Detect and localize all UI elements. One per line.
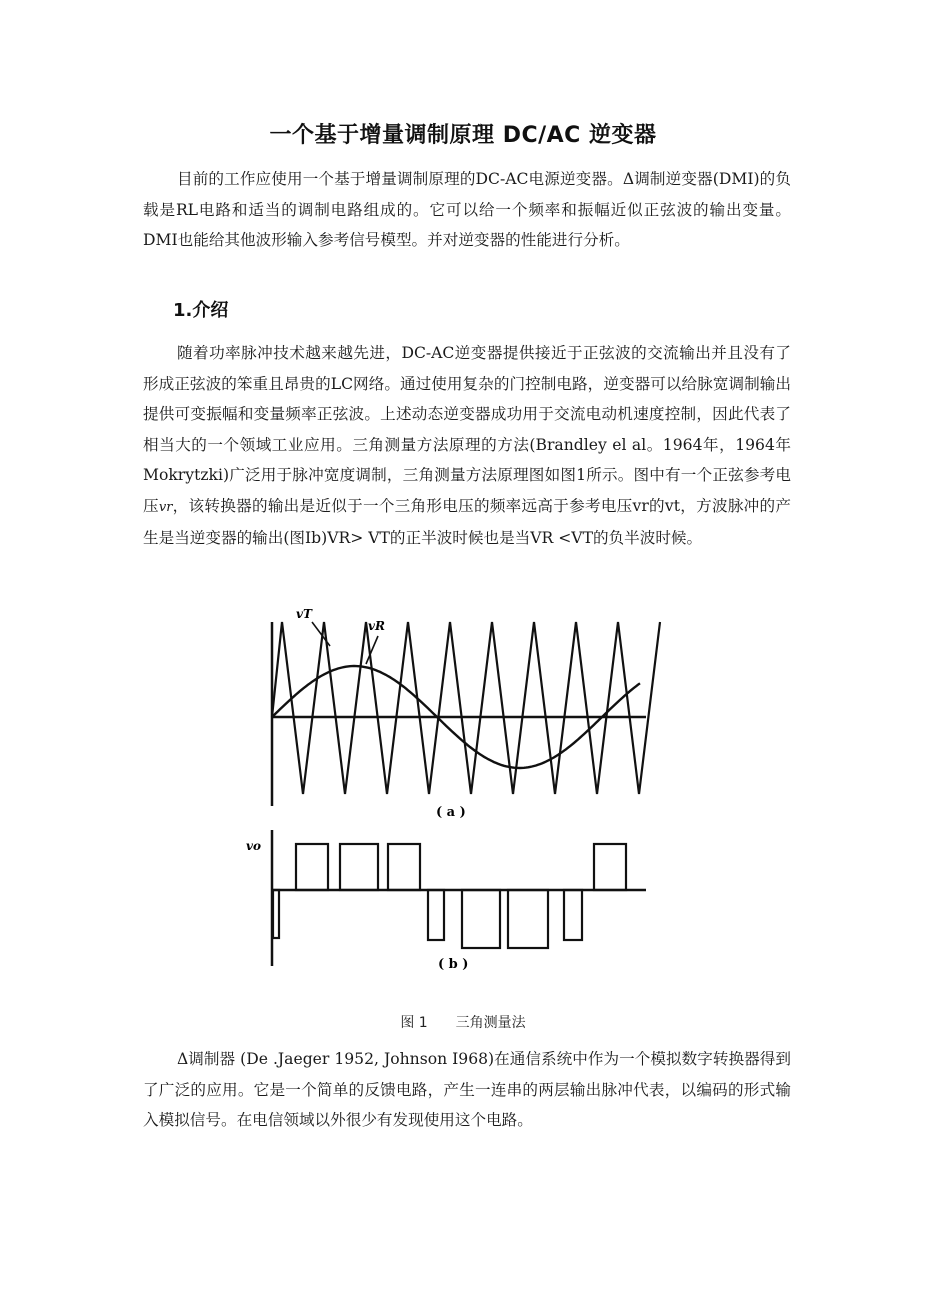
paragraph-introduction-text-2: ，该转换器的输出是近似于一个三角形电压的频率远高于参考电压vr的vt，方波脉冲的产生是当逆变器的输出(图Ib)VR> VT的正半波时候也是当VR <VT的负半波时候。 [143, 496, 791, 547]
pwm-pulses [273, 844, 626, 948]
document-title: 一个基于增量调制原理 DC/AC 逆变器 [269, 123, 657, 148]
paragraph-delta-modulator: Δ调制器 (De .Jaeger 1952, Johnson I968)在通信系统中作为一个模拟数字转换器得到了广泛的应用。它是一个简单的反馈电路，产生一连串的两层输出脉冲代表，以编码的形式输入模拟信号。在电信领域以外很少有发现使用这个电路。 [143, 1050, 791, 1129]
pulse-negative [428, 890, 444, 940]
triangle-carrier-wave [272, 622, 660, 794]
figure-triangulation [240, 598, 680, 988]
paragraph-introduction [143, 338, 791, 554]
vr-symbol: vr [158, 499, 173, 515]
paragraph-abstract: 目前的工作应使用一个基于增量调制原理的DC-AC电源逆变器。Δ调制逆变器(DMI)的负载是RL电路和适当的调制电路组成的。它可以给一个频率和振幅近似正弦波的输出变量。DMI也能给其他波形输入参考信号模型。并对逆变器的性能进行分析。 [143, 170, 791, 249]
pulse-negative [508, 890, 548, 948]
pulse-negative [564, 890, 582, 940]
pulse-positive [594, 844, 626, 890]
figure-caption-number: 图 1 [400, 1015, 428, 1031]
pulse-positive [388, 844, 420, 890]
label-vo: vo [246, 839, 261, 853]
label-a: ( a ) [436, 805, 466, 820]
pulse-positive [296, 844, 328, 890]
pulse-negative [462, 890, 500, 948]
label-vt: vT [296, 607, 312, 621]
pulse-positive [340, 844, 378, 890]
pulse-negative [273, 890, 279, 938]
section-heading-introduction: 1.介绍 [173, 300, 229, 321]
figure-caption-text: 三角测量法 [455, 1015, 526, 1031]
label-b: ( b ) [438, 957, 469, 972]
label-vr: vR [368, 619, 385, 633]
paragraph-introduction-text-1: 随着功率脉冲技术越来越先进，DC-AC逆变器提供接近于正弦波的交流输出并且没有了形成正弦波的笨重且昂贵的LC网络。通过使用复杂的门控制电路，逆变器可以给脉宽调制输出提供可变振幅和变量频率正弦波。上述动态逆变器成功用于交流电动机速度控制，因此代表了相当大的一个领域工业应用。三角测量方法原理的方法(Brandley el al。1964年，1964年Mokrytzki)广泛用于脉冲宽度调制，三角测量方法原理图如图1所示。图中有一个正弦参考电压 [143, 344, 791, 515]
figure-caption [0, 1012, 926, 1032]
